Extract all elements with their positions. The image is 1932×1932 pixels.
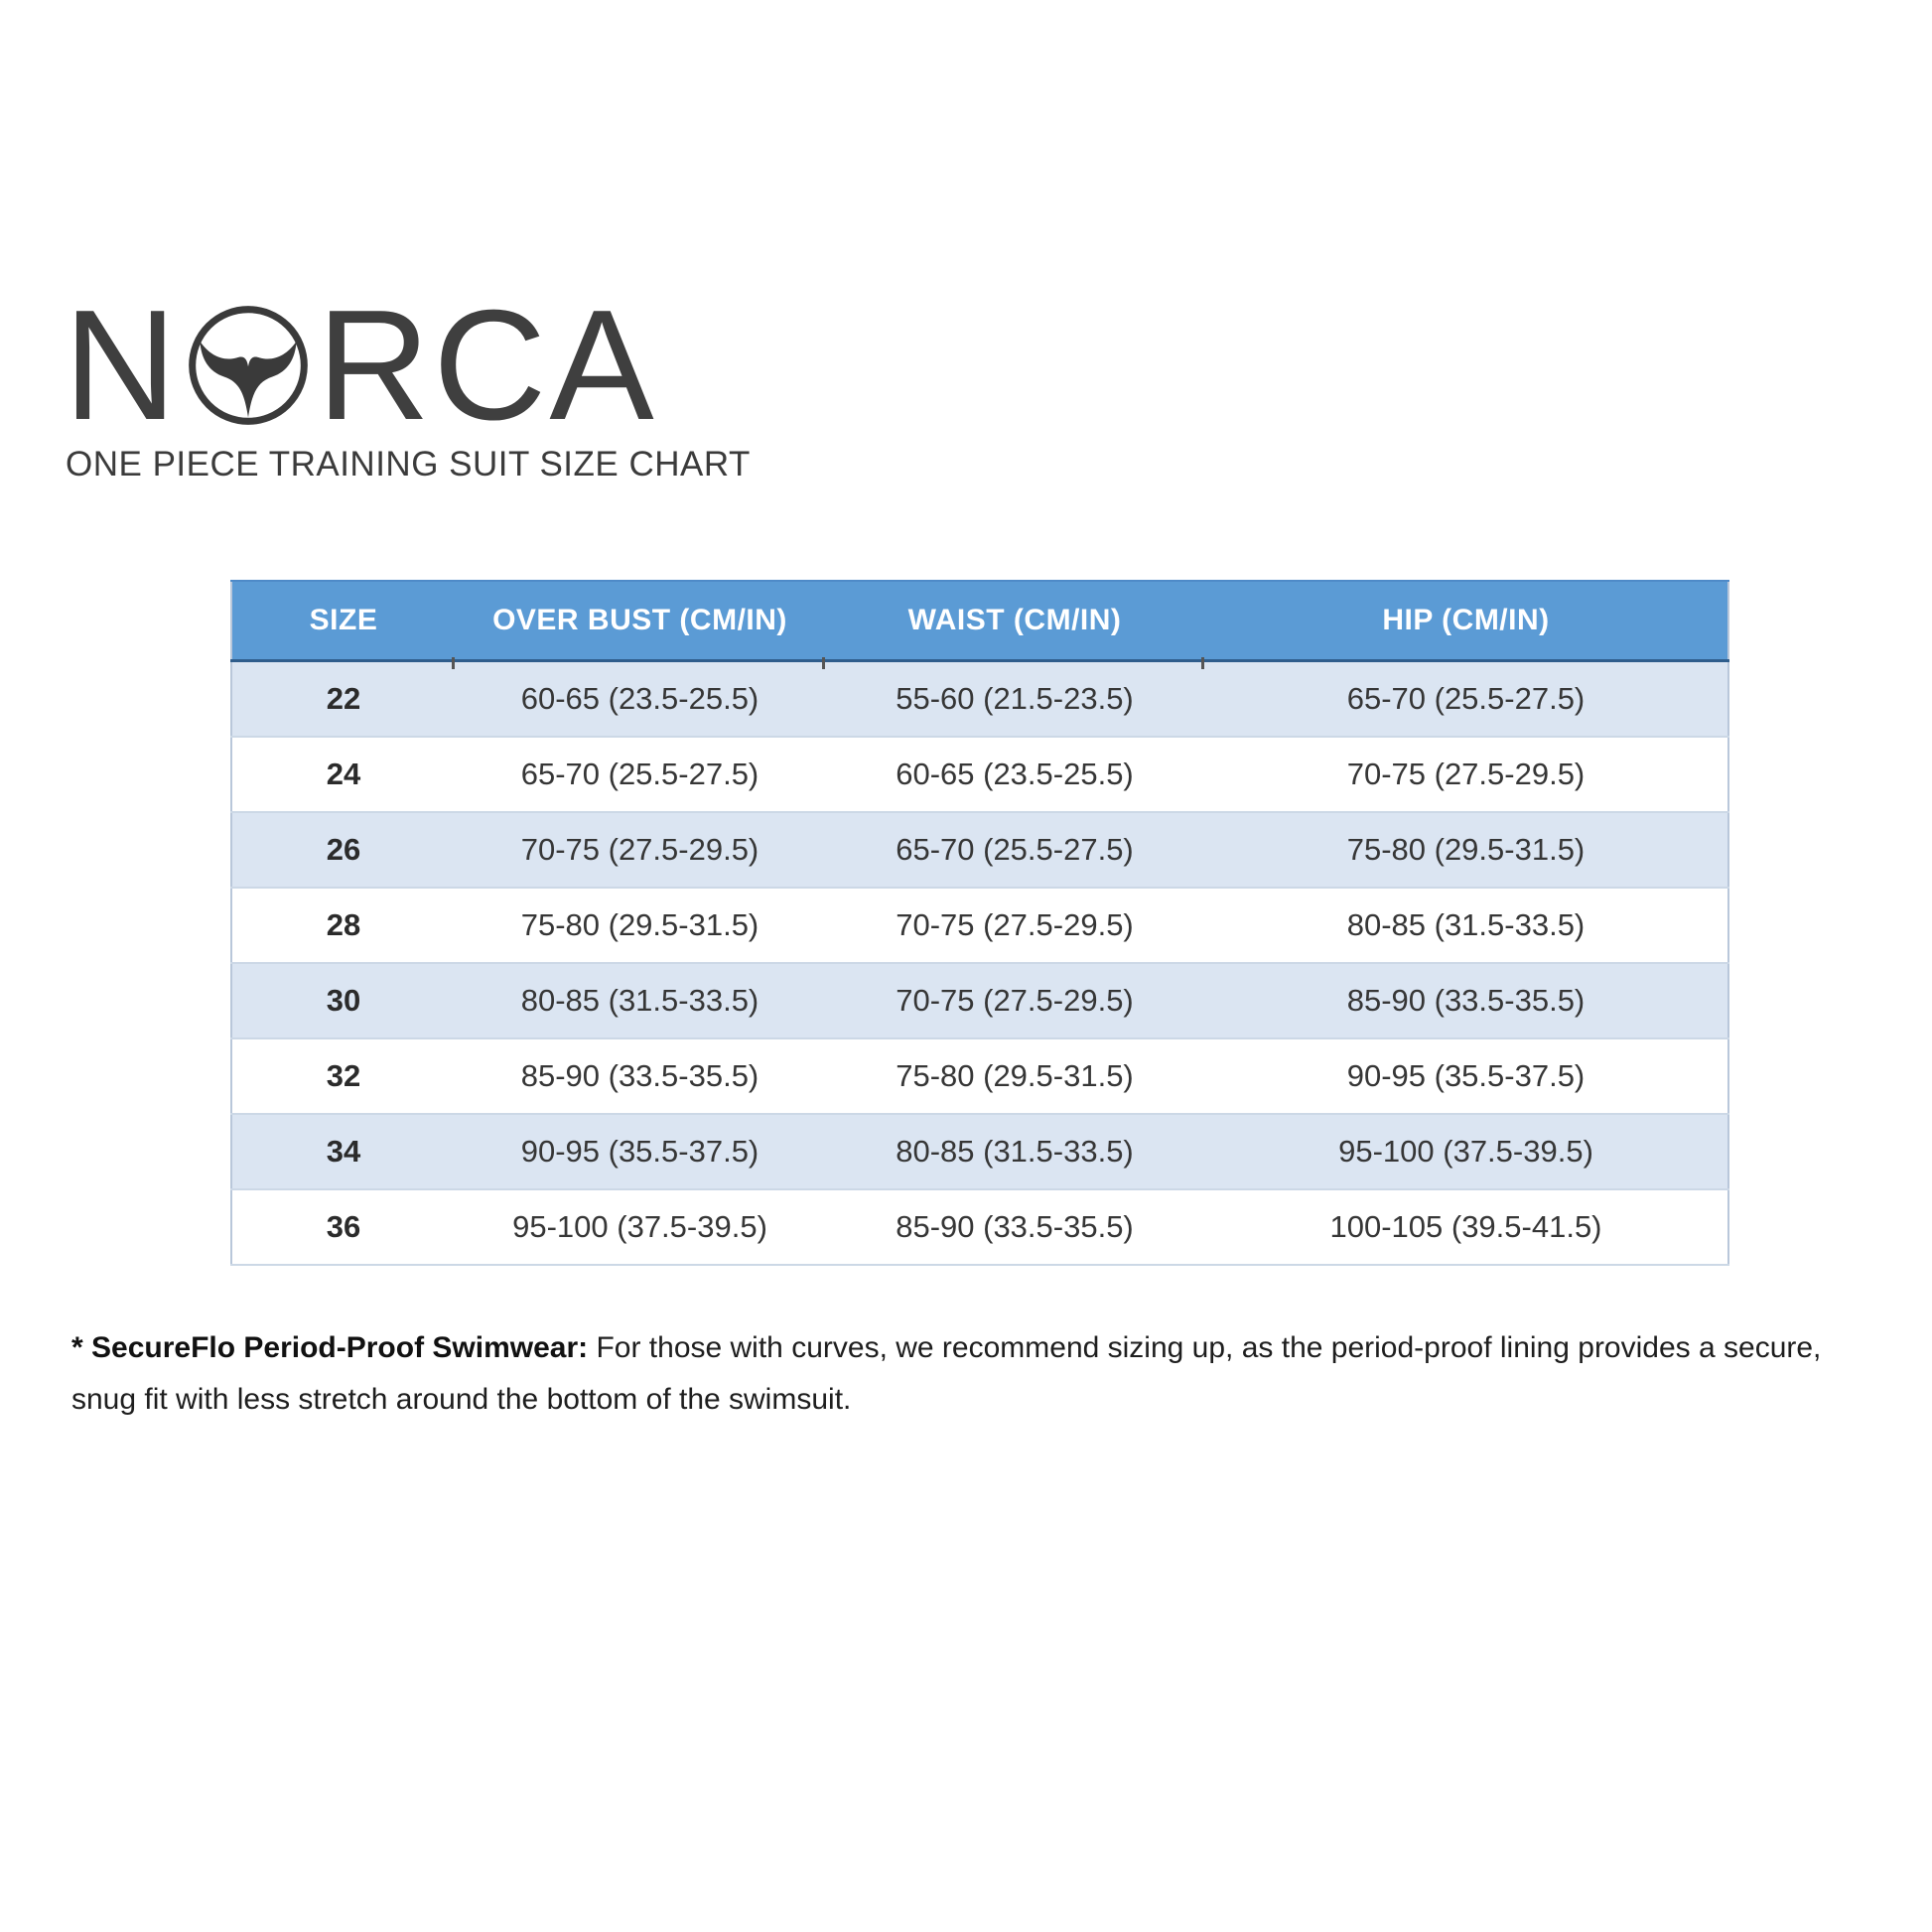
column-divider-tick — [1201, 657, 1204, 669]
hip-value: 70-75 (27.5-29.5) — [1346, 757, 1586, 791]
size-value: 36 — [326, 1209, 361, 1244]
table-header-row — [231, 581, 1728, 661]
over-bust-value: 75-80 (29.5-31.5) — [520, 907, 759, 942]
footnote-lead: * SecureFlo Period-Proof Swimwear: — [71, 1331, 589, 1364]
over-bust-value: 65-70 (25.5-27.5) — [520, 757, 759, 791]
over-bust-value: 70-75 (27.5-29.5) — [520, 832, 759, 867]
size-value: 32 — [326, 1058, 361, 1093]
size-value: 30 — [326, 983, 361, 1018]
waist-value: 70-75 (27.5-29.5) — [896, 983, 1134, 1018]
column-header-hip: HIP (CM/IN) — [1204, 581, 1728, 661]
table-row — [231, 737, 1728, 812]
waist-value: 80-85 (31.5-33.5) — [896, 1134, 1134, 1169]
waist-value: 75-80 (29.5-31.5) — [896, 1058, 1134, 1093]
table-row — [231, 1114, 1728, 1189]
waist-value: 65-70 (25.5-27.5) — [896, 832, 1134, 867]
brand-logo — [64, 278, 657, 453]
table-row — [231, 812, 1728, 888]
over-bust-value: 85-90 (33.5-35.5) — [520, 1058, 759, 1093]
hip-value: 65-70 (25.5-27.5) — [1346, 681, 1586, 716]
waist-value: 85-90 (33.5-35.5) — [896, 1209, 1134, 1244]
table-row — [231, 661, 1728, 738]
page-title: ONE PIECE TRAINING SUIT SIZE CHART — [66, 445, 751, 483]
size-value: 28 — [326, 907, 361, 942]
hip-value: 80-85 (31.5-33.5) — [1346, 907, 1586, 942]
size-chart-table — [230, 580, 1729, 1266]
column-divider-tick — [822, 657, 825, 669]
logo-letter-n: N — [64, 278, 181, 453]
hip-value: 95-100 (37.5-39.5) — [1338, 1134, 1593, 1169]
table-row — [231, 1189, 1728, 1265]
size-value: 24 — [326, 757, 361, 791]
over-bust-value: 60-65 (23.5-25.5) — [520, 681, 759, 716]
over-bust-value: 90-95 (35.5-37.5) — [520, 1134, 759, 1169]
over-bust-value: 95-100 (37.5-39.5) — [512, 1209, 767, 1244]
hip-value: 90-95 (35.5-37.5) — [1346, 1058, 1586, 1093]
hip-value: 100-105 (39.5-41.5) — [1329, 1209, 1602, 1244]
over-bust-value: 80-85 (31.5-33.5) — [520, 983, 759, 1018]
size-value: 22 — [326, 681, 361, 716]
column-divider-tick — [452, 657, 455, 669]
size-value: 34 — [326, 1134, 361, 1169]
table-row — [231, 888, 1728, 963]
size-value: 26 — [326, 832, 361, 867]
size-chart-table-container — [230, 580, 1727, 1266]
waist-value: 70-75 (27.5-29.5) — [896, 907, 1134, 942]
column-header-waist: WAIST (CM/IN) — [825, 581, 1204, 661]
column-header-size: SIZE — [231, 581, 455, 661]
waist-value: 60-65 (23.5-25.5) — [896, 757, 1134, 791]
waist-value: 55-60 (21.5-23.5) — [896, 681, 1134, 716]
table-row — [231, 1038, 1728, 1114]
column-header-over-bust: OVER BUST (CM/IN) — [455, 581, 825, 661]
hip-value: 85-90 (33.5-35.5) — [1346, 983, 1586, 1018]
whale-tail-in-circle-icon — [185, 302, 312, 429]
hip-value: 75-80 (29.5-31.5) — [1346, 832, 1586, 867]
footnote-body: For those with curves, we recommend sizing up, as the period-proof lining provides a secure, snug fit with less stretch around the bottom of the swimsuit. — [71, 1331, 1822, 1416]
logo-letters-rca: RCA — [317, 278, 657, 453]
table-row — [231, 963, 1728, 1038]
footnote — [71, 1322, 1880, 1426]
